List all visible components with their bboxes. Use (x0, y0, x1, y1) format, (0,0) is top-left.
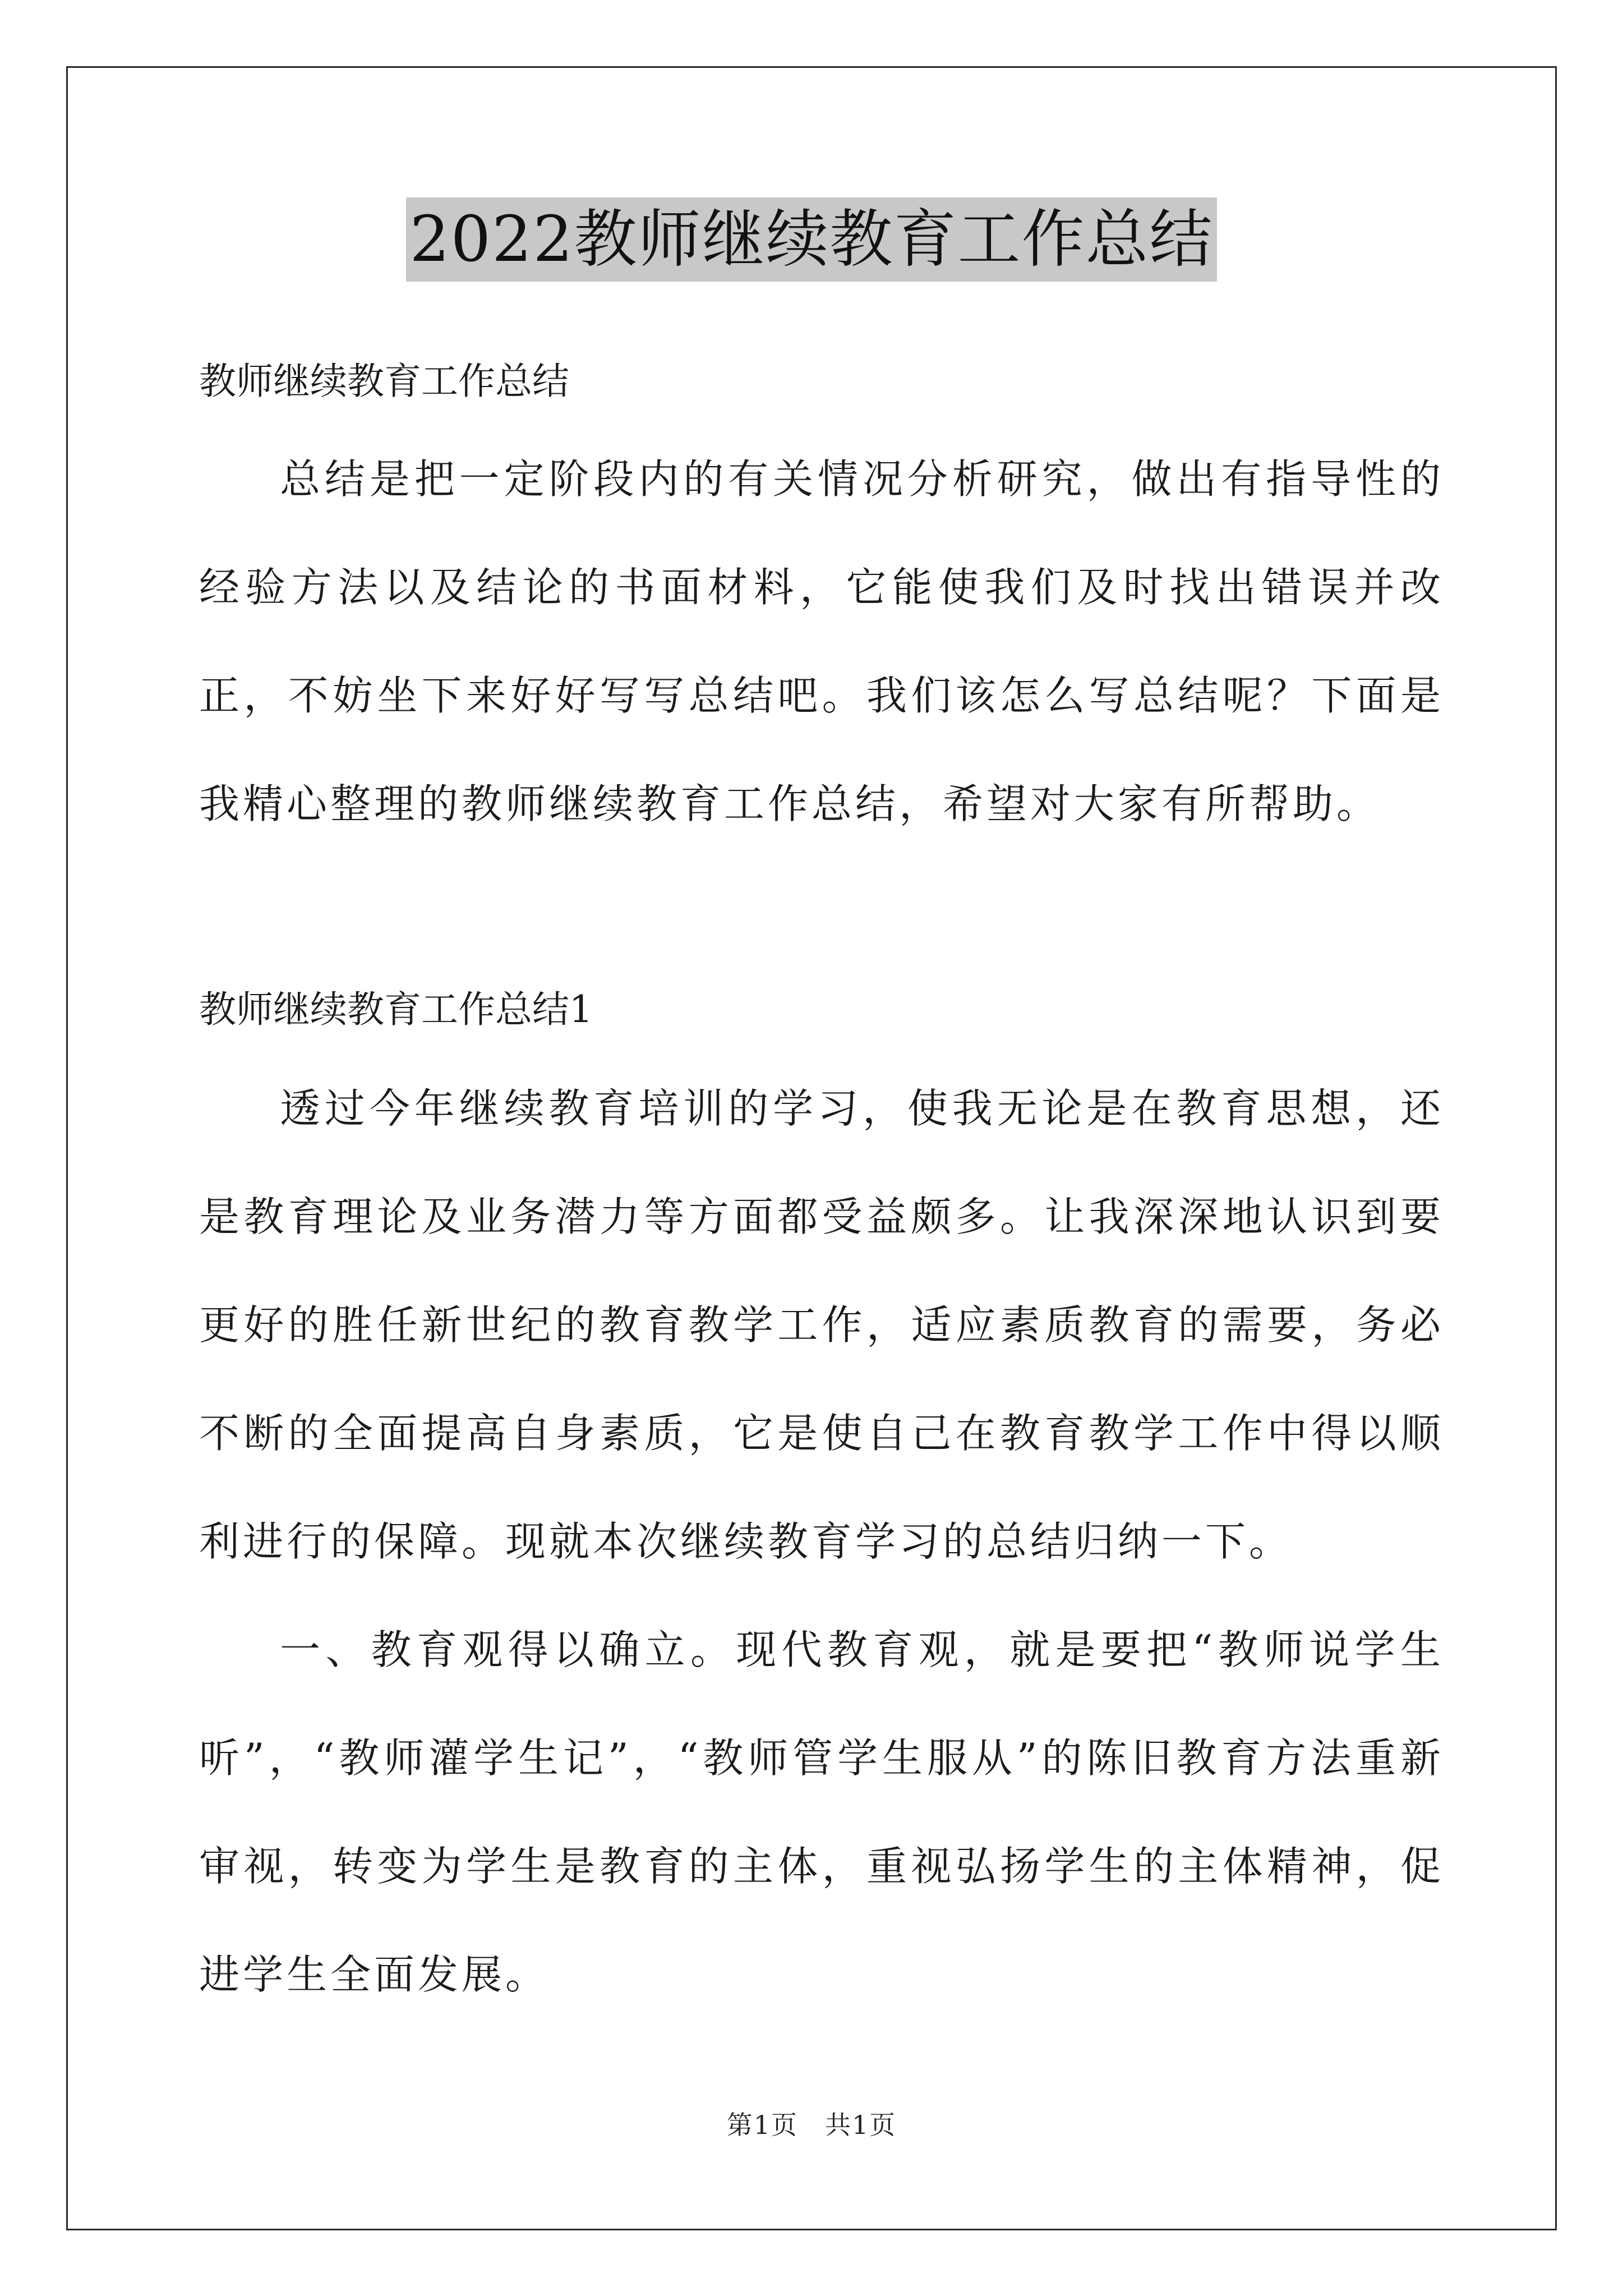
page-footer: 第1页 共1页 (726, 2110, 897, 2140)
section-heading-1: 教师继续教育工作总结1 (199, 988, 593, 1031)
paragraph-1-1: 透过今年继续教育培训的学习，使我无论是在教育思想，还是教育理论及业务潜力等方面都受益颇多。让我深深地认识到要更好的胜任新世纪的教育教学工作，适应素质教育的需要，务必不断的全面提高自身素质，它是使自己在教育教学工作中得以顺利进行的保障。现就本次继续教育学习的总结归纳一下。 (199, 1085, 1444, 1565)
title-container (0, 197, 1623, 282)
section-heading-intro: 教师继续教育工作总结 (199, 360, 569, 403)
paragraph-intro: 总结是把一定阶段内的有关情况分析研究，做出有指导性的经验方法以及结论的书面材料，它能使我们及时找出错误并改正，不妨坐下来好好写写总结吧。我们该怎么写总结呢？下面是我精心整理的教师继续教育工作总结，希望对大家有所帮助。 (199, 455, 1444, 827)
document-title: 2022教师继续教育工作总结 (406, 197, 1216, 282)
paragraph-1-2: 一、教育观得以确立。现代教育观，就是要把“教师说学生听”，“教师灌学生记”，“教师管学生服从”的陈旧教育方法重新审视，转变为学生是教育的主体，重视弘扬学生的主体精神，促进学生全面发展。 (199, 1626, 1444, 1998)
document-body (199, 314, 1444, 2029)
